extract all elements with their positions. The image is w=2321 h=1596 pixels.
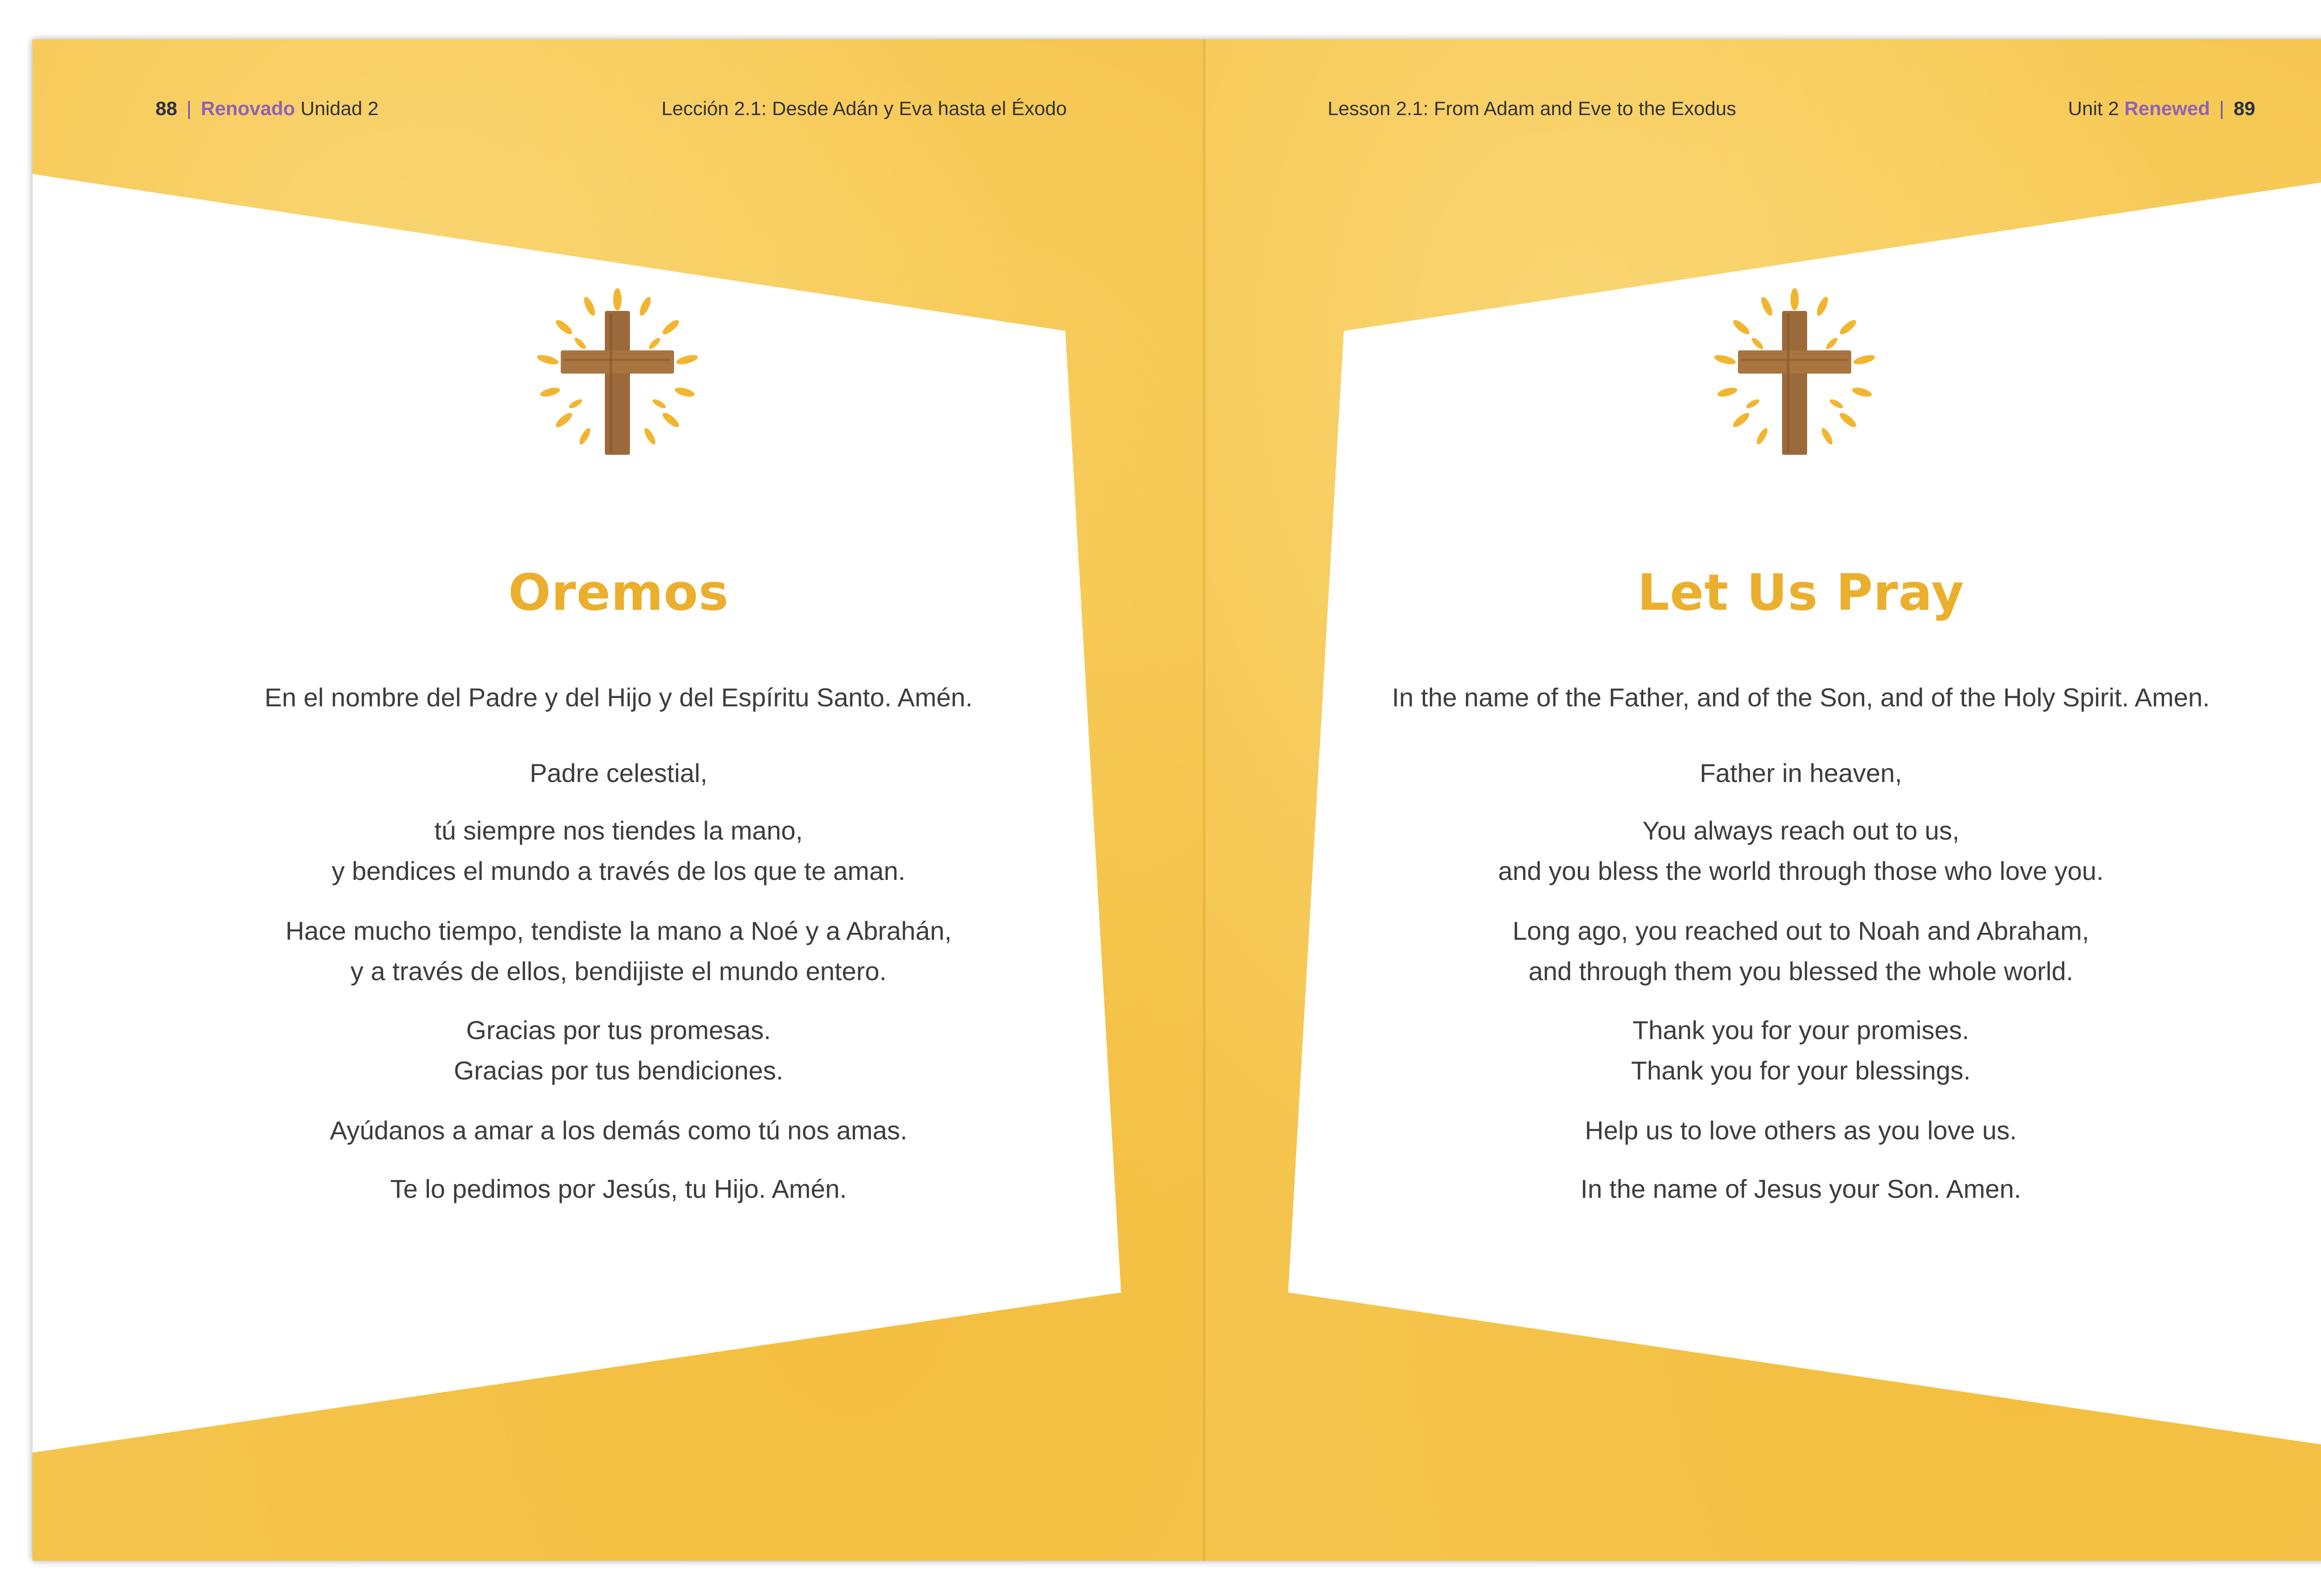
prayer-line: Thank you for your blessings.	[1631, 1056, 1971, 1085]
lesson-title: Lección 2.1: Desde Adán y Eva hasta el Éxodo	[661, 97, 1067, 119]
prayer-line: Padre celestial,	[530, 758, 707, 788]
left-page	[32, 39, 1205, 1561]
header-divider: |	[2219, 97, 2224, 119]
header-divider: |	[186, 97, 192, 119]
page-number: 88	[156, 97, 177, 119]
prayer-line: Thank you for your promises.	[1632, 1015, 1970, 1045]
page-header-right	[2068, 97, 2255, 120]
prayer-line: Te lo pedimos por Jesús, tu Hijo. Amén.	[390, 1174, 847, 1203]
prayer-line: Hace mucho tiempo, tendiste la mano a Noé y a Abrahán,	[285, 916, 952, 945]
prayer-line: Long ago, you reached out to Noah and Abraham,	[1512, 916, 2089, 945]
prayer-line: In the name of Jesus your Son. Amen.	[1580, 1174, 2022, 1203]
white-panel	[1205, 39, 2321, 1561]
book-gutter	[1203, 39, 1206, 1561]
unit-label: Unit 2	[2068, 97, 2119, 119]
lesson-title: Lesson 2.1: From Adam and Eve to the Exodus	[1328, 97, 1737, 119]
prayer-line: and you bless the world through those who love you.	[1498, 856, 2104, 885]
brand-name: Renewed	[2124, 97, 2210, 119]
cross-with-rays-icon	[520, 281, 715, 476]
brand-name: Renovado	[201, 97, 295, 119]
page-number: 89	[2233, 97, 2256, 119]
prayer-line: En el nombre del Padre y del Hijo y del Espíritu Santo. Amén.	[264, 683, 973, 712]
prayer-line: y a través de ellos, bendijiste el mundo entero.	[350, 956, 887, 986]
unit-label: Unidad 2	[300, 97, 379, 119]
white-panel	[32, 39, 1205, 1561]
page-title: Let Us Pray	[1637, 564, 1964, 622]
page-header-left	[156, 97, 378, 120]
right-page	[1205, 39, 2321, 1561]
prayer-line: In the name of the Father, and of the Son, and of the Holy Spirit. Amen.	[1392, 683, 2210, 712]
prayer-line: Gracias por tus promesas.	[466, 1015, 771, 1045]
prayer-line: Ayúdanos a amar a los demás como tú nos amas.	[330, 1116, 908, 1145]
prayer-line: and through them you blessed the whole world.	[1528, 956, 2074, 986]
book-spread	[32, 39, 2321, 1561]
cross-with-rays-icon	[1697, 281, 1892, 476]
prayer-line: You always reach out to us,	[1642, 816, 1959, 845]
prayer-line: tú siempre nos tiendes la mano,	[434, 816, 803, 845]
prayer-line: Father in heaven,	[1699, 758, 1902, 788]
prayer-line: Help us to love others as you love us.	[1585, 1116, 2017, 1145]
prayer-line: y bendices el mundo a través de los que te aman.	[331, 856, 906, 885]
prayer-line: Gracias por tus bendiciones.	[454, 1056, 784, 1085]
page-title: Oremos	[508, 564, 729, 622]
